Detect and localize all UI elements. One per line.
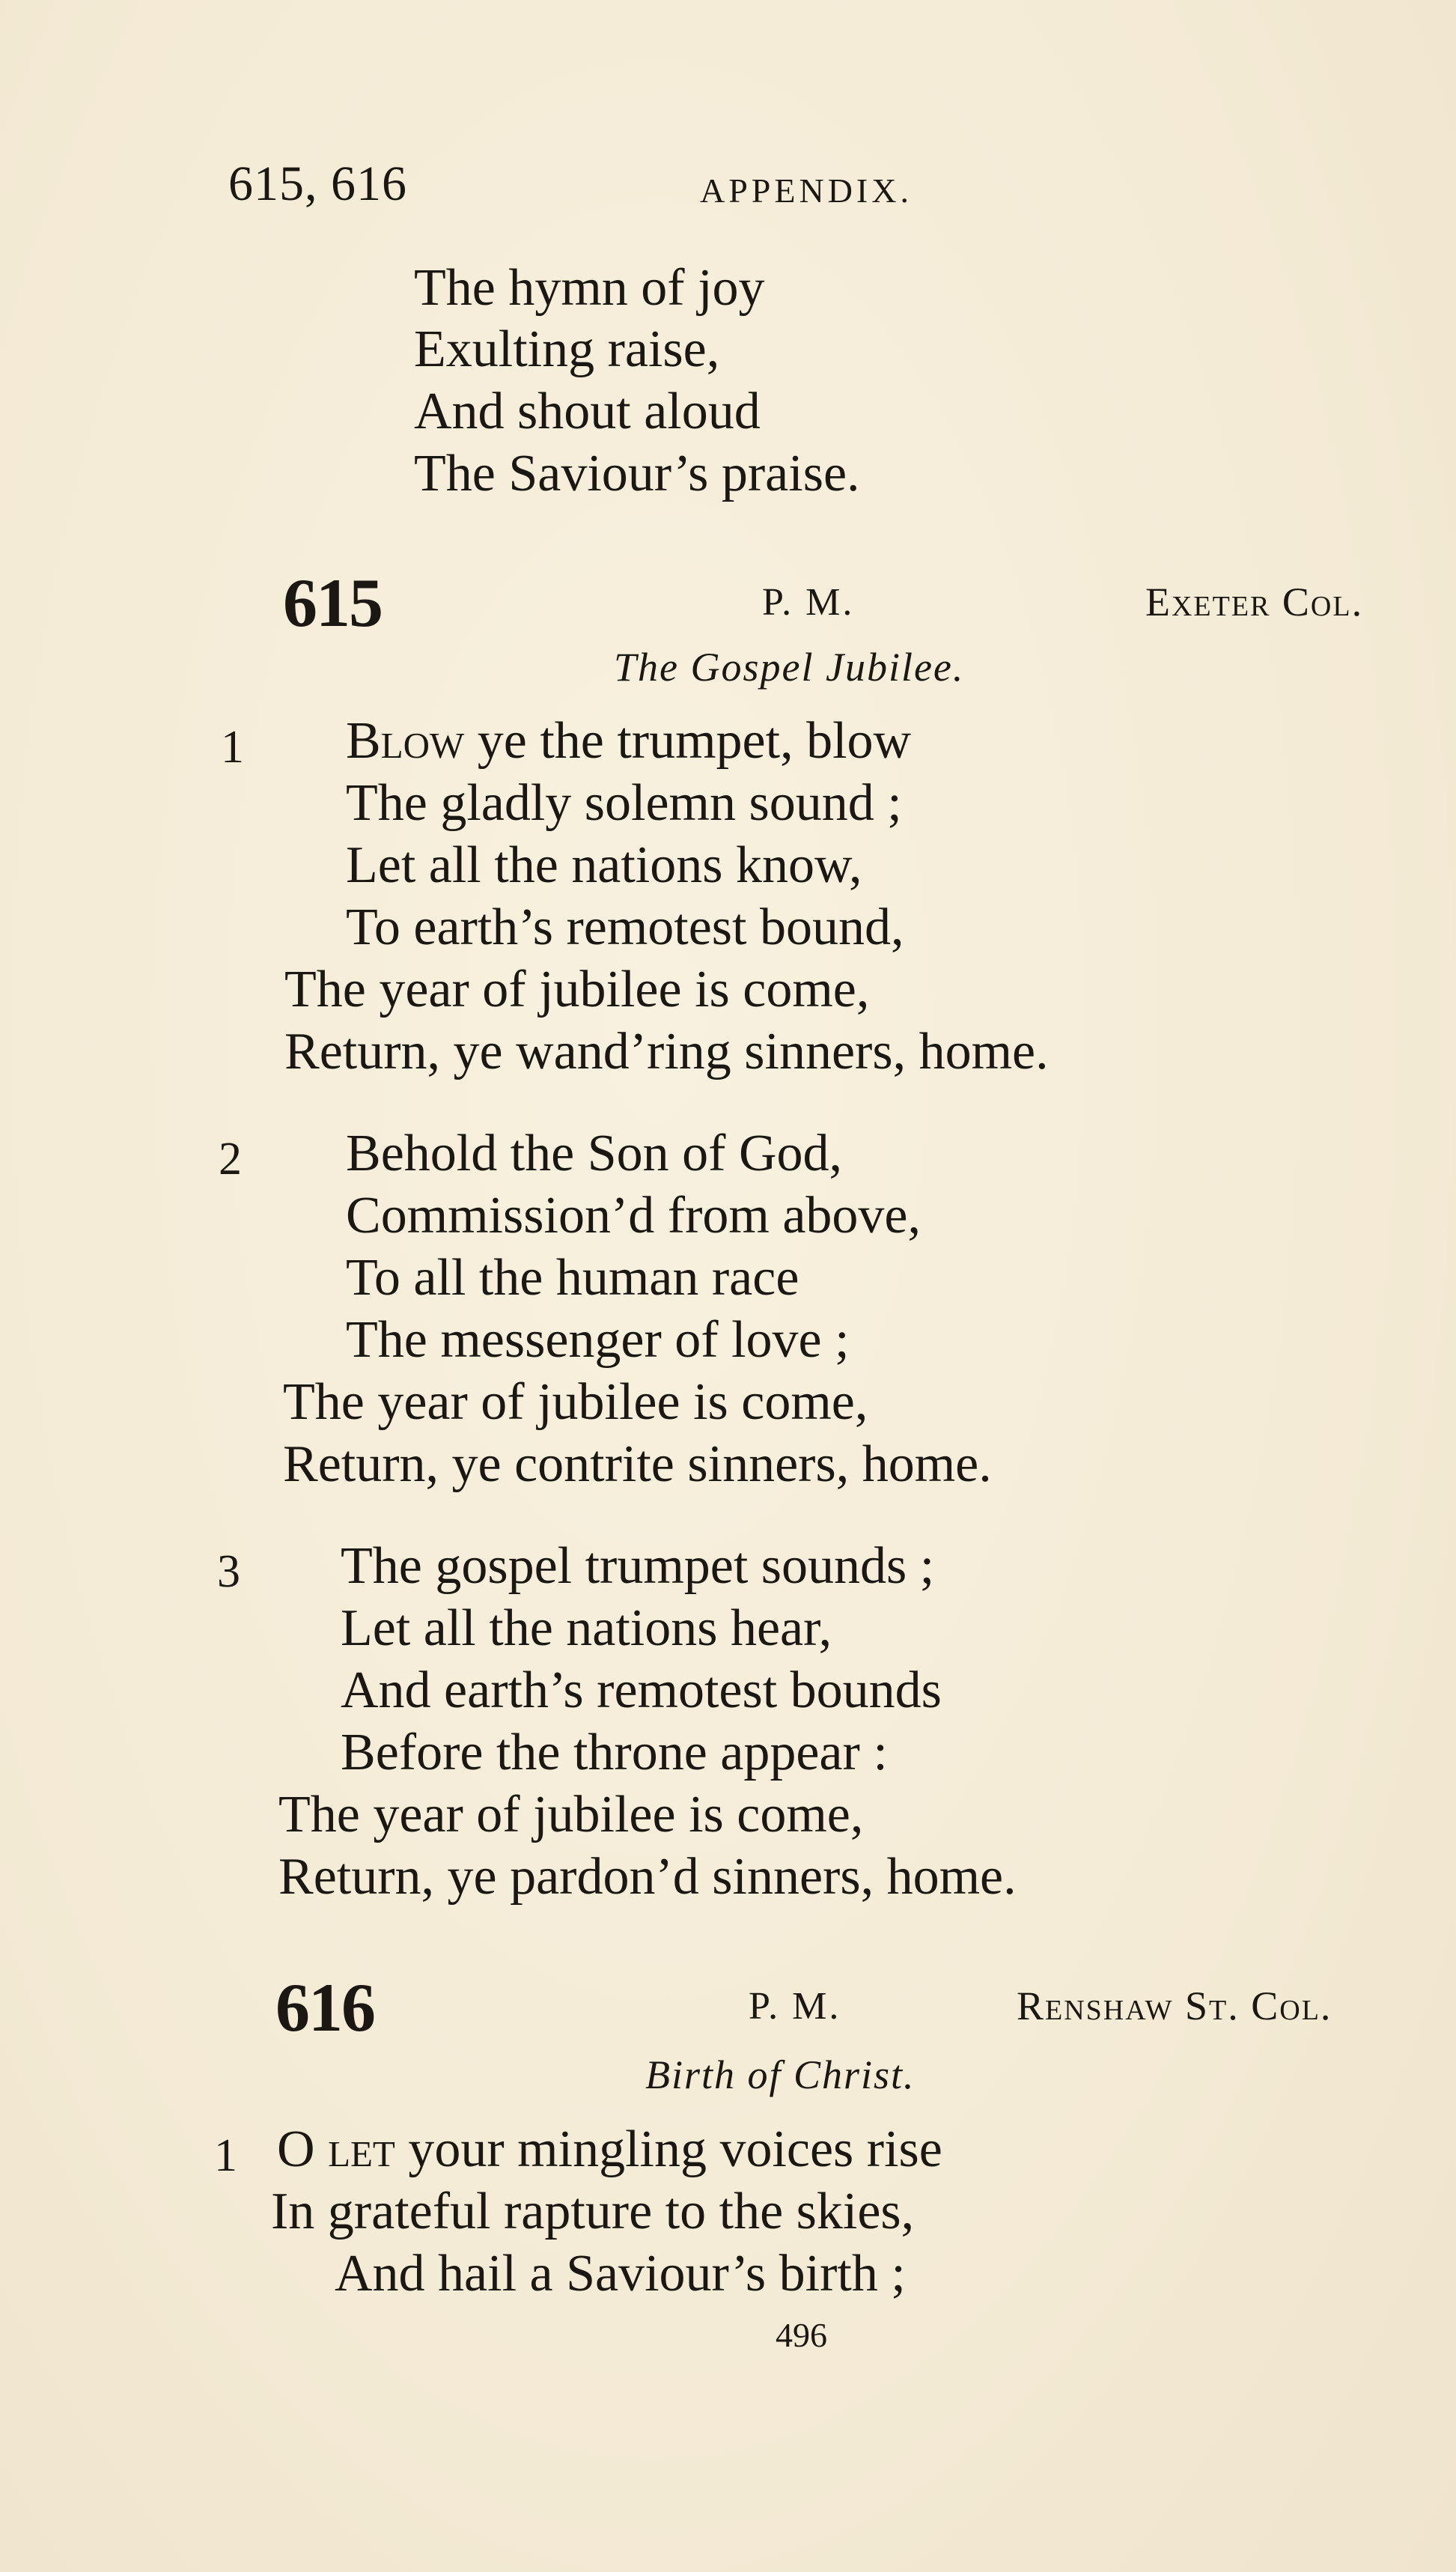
verse-number: 1: [214, 2130, 237, 2181]
page-number: 496: [776, 2316, 827, 2354]
verse-line: Return, ye wand’ring sinners, home.: [284, 1023, 1049, 1080]
hymn-616-tune: Renshaw St. Col.: [1017, 1983, 1332, 2028]
verse-line: To all the human race: [346, 1249, 799, 1307]
verse-line: The gospel trumpet sounds ;: [341, 1537, 935, 1595]
verse-line: [277, 2120, 942, 2178]
hymn-616-meter: P. M.: [749, 1985, 841, 2028]
hymn-616-number: 616: [275, 1969, 374, 2046]
verse-number: 1: [221, 722, 244, 773]
header-title: APPENDIX.: [700, 171, 913, 210]
verse-line-rest: your mingling voices rise: [395, 2120, 942, 2178]
verse-line-rest: ye the trumpet, blow: [464, 712, 912, 770]
verse-line: And earth’s remotest bounds: [341, 1662, 942, 1719]
hymn-615-tune: Exeter Col.: [1145, 580, 1364, 624]
verse-line: And hail a Saviour’s birth ;: [335, 2245, 906, 2302]
hymn-616-title: Birth of Christ.: [645, 2052, 916, 2097]
verse-line: The gladly solemn sound ;: [346, 774, 902, 832]
continuation-line: The Saviour’s praise.: [414, 445, 860, 502]
header-hymn-range: 615, 616: [228, 156, 407, 211]
drop-letter: O: [277, 2120, 329, 2178]
verse-line: The year of jubilee is come,: [283, 1373, 868, 1431]
continuation-line: The hymn of joy: [414, 259, 765, 317]
verse-line: Commission’d from above,: [346, 1187, 921, 1244]
verse-line: [346, 712, 912, 770]
verse-line: Let all the nations know,: [346, 836, 862, 894]
verse-line: Before the throne appear :: [341, 1724, 888, 1781]
continuation-line: And shout aloud: [414, 383, 761, 440]
verse-number: 3: [217, 1546, 240, 1597]
verse-line: The year of jubilee is come,: [278, 1786, 864, 1843]
verse-line: Return, ye contrite sinners, home.: [283, 1435, 992, 1493]
verse-line: Return, ye pardon’d sinners, home.: [278, 1848, 1017, 1906]
verse-line: Behold the Son of God,: [346, 1125, 843, 1182]
drop-word: let: [328, 2120, 395, 2178]
hymn-615-title: The Gospel Jubilee.: [614, 645, 965, 690]
verse-line: The messenger of love ;: [346, 1311, 850, 1369]
verse-number: 2: [219, 1134, 242, 1185]
verse-line: To earth’s remotest bound,: [346, 899, 904, 956]
verse-line: Let all the nations hear,: [341, 1599, 832, 1657]
verse-line: In grateful rapture to the skies,: [271, 2183, 915, 2240]
verse-line: The year of jubilee is come,: [284, 961, 870, 1018]
hymn-615-number: 615: [283, 565, 382, 641]
hymn-615-meter: P. M.: [762, 581, 855, 624]
drop-word: Blow: [346, 712, 465, 770]
continuation-line: Exulting raise,: [414, 320, 720, 378]
